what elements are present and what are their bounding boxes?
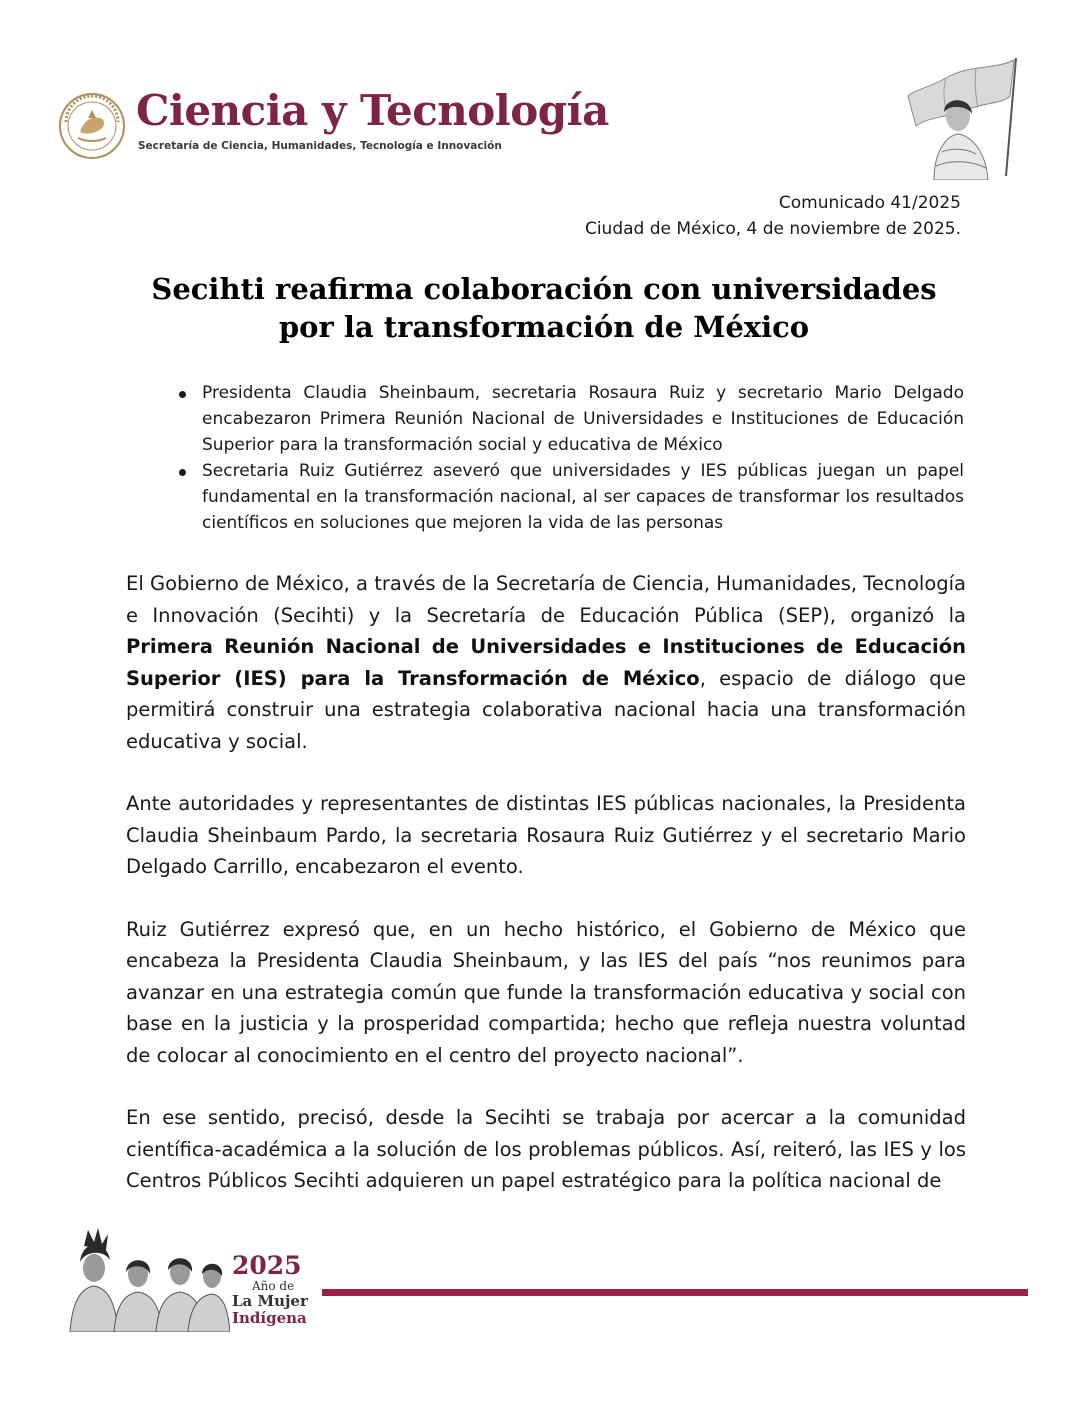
article-body (126, 568, 966, 1228)
paragraph-text: , espacio de diálogo que permitirá construir una estrategia colaborativa nacional hacia una transformación educativa y social. (126, 666, 966, 753)
headline-line-2: por la transformación de México (278, 310, 810, 344)
paragraph-text: El Gobierno de México, a través de la Secretaría de Ciencia, Humanidades, Tecnología e Innovación (Secihti) y la Secretaría de Educación Pública (SEP), organizó la (126, 572, 966, 627)
body-paragraph: Ruiz Gutiérrez expresó que, en un hecho histórico, el Gobierno de México que encabeza la Presidenta Claudia Sheinbaum, y las IES del país “nos reunimos para avanzar en una estrategia común que funde la transformación educativa y social con base en la justicia y la prosperidad compartida; hecho que refleja nuestra voluntad de colocar al conocimiento en el centro del proyecto nacional”. (126, 917, 966, 1067)
footer-divider (322, 1289, 1028, 1296)
highlight-text: Presidenta Claudia Sheinbaum, secretaria Rosaura Ruiz y secretario Mario Delgado encabezaron Primera Reunión Nacional de Universidades e Instituciones de Educación Superior para la transformación social y educativa de México (202, 383, 964, 455)
badge-year: 2025 (232, 1251, 302, 1280)
list-item (176, 380, 964, 458)
badge-line-3: Indígena (232, 1309, 307, 1327)
year-badge (232, 1252, 322, 1327)
brand-subtitle: Secretaría de Ciencia, Humanidades, Tecnología e Innovación (138, 140, 502, 152)
communique-number: Comunicado 41/2025 (778, 193, 961, 213)
body-paragraph (126, 568, 966, 757)
list-item (176, 458, 964, 536)
woman-with-flag-illustration-icon (906, 56, 1026, 180)
header-logo (58, 86, 618, 162)
communique-meta (585, 190, 961, 242)
brand-title: Ciencia y Tecnología (136, 86, 609, 135)
bullet-icon (179, 469, 186, 476)
indigenous-women-illustration-icon (64, 1226, 230, 1332)
press-release-headline (100, 270, 988, 346)
badge-line-2: La Mujer (232, 1292, 308, 1310)
body-paragraph: En ese sentido, precisó, desde la Secihti se trabaja por acercar a la comunidad científica-académica a la solución de los problemas públicos. Así, reiteró, las IES y los Centros Públicos Secihti adquieren un papel estratégico para la política nacional de (126, 1106, 966, 1192)
highlight-text: Secretaria Ruiz Gutiérrez aseveró que universidades y IES públicas juegan un papel fundamental en la transformación nacional, al ser capaces de transformar los resultados científicos en soluciones que mejoren la vida de las personas (202, 461, 964, 533)
coat-of-arms-seal-icon (58, 92, 126, 160)
headline-line-1: Secihti reafirma colaboración con universidades (151, 272, 937, 306)
date-line: Ciudad de México, 4 de noviembre de 2025. (584, 219, 961, 239)
highlights-list (176, 380, 964, 536)
badge-line-1: Año de (252, 1279, 295, 1293)
body-paragraph: Ante autoridades y representantes de distintas IES públicas nacionales, la Presidenta Claudia Sheinbaum Pardo, la secretaria Rosaura Ruiz Gutiérrez y el secretario Mario Delgado Carrillo, encabezaron el evento. (126, 792, 966, 878)
event-name-bold: Primera Reunión Nacional de Universidades e Instituciones de Educación Superior (IES) para la Transformación de México (126, 635, 966, 690)
bullet-icon (179, 391, 186, 398)
